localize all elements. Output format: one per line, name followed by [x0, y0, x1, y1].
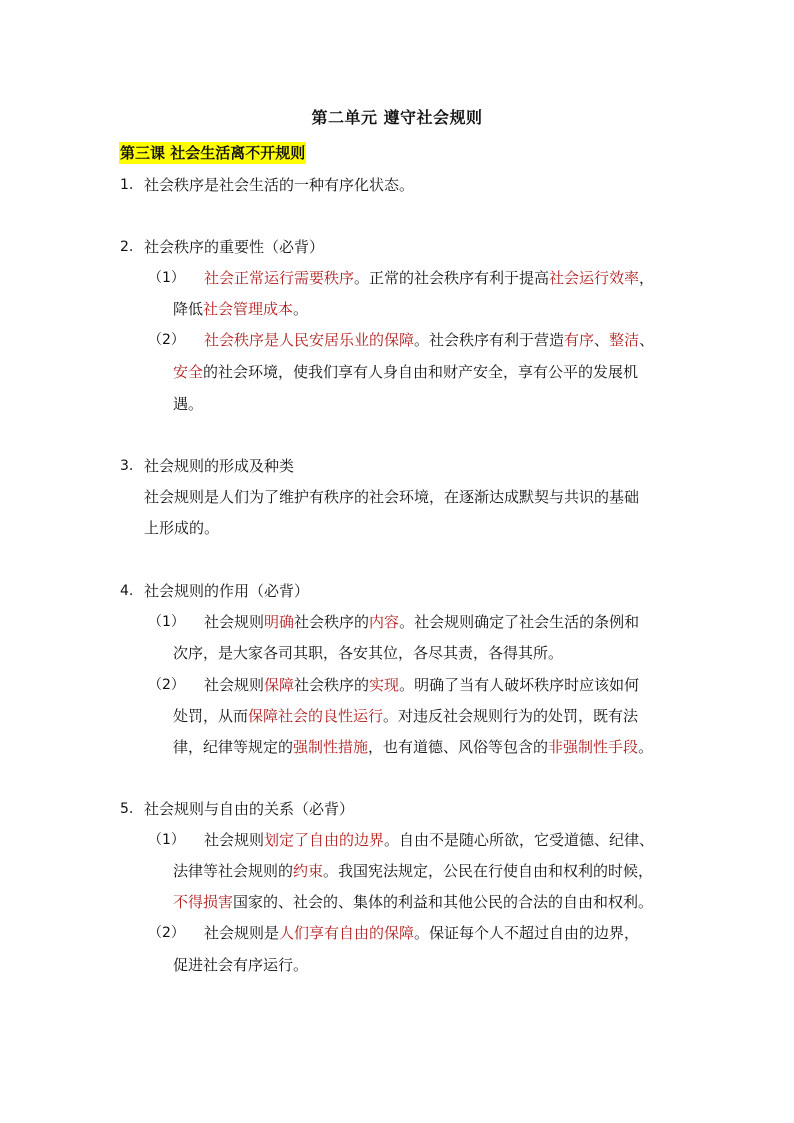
s2-p2-line2: 安全的社会环境，使我们享有人身自由和财产安全，享有公平的发展机 — [173, 363, 639, 381]
s5-p2-line1: 社会规则是人们享有自由的保障。保证每个人不超过自由的边界， — [204, 924, 640, 942]
s2-p2-line1: 社会秩序是人民安居乐业的保障。社会秩序有利于营造有序、整洁、 — [204, 331, 655, 349]
point-label: （1） — [148, 614, 185, 630]
section-2-heading: 社会秩序的重要性（必背） — [144, 238, 325, 256]
point-label: （2） — [148, 925, 185, 941]
s5-p1-line1: 社会规则划定了自由的边界。自由不是随心所欲，它受道德、纪律、 — [204, 831, 655, 849]
section-number: 1. — [120, 177, 134, 193]
unit-title: 第二单元 遵守社会规则 — [311, 108, 483, 127]
section-number: 4. — [120, 583, 134, 599]
s2-p1-line1: 社会正常运行需要秩序。正常的社会秩序有利于提高社会运行效率， — [204, 269, 655, 287]
section-4-heading: 社会规则的作用（必背） — [144, 582, 310, 600]
s3-line2: 上形成的。 — [144, 519, 220, 537]
s5-p2-line2: 促进社会有序运行。 — [173, 956, 309, 974]
s4-p1-line2: 次序，是大家各司其职，各安其位，各尽其责，各得其所。 — [173, 644, 564, 662]
point-label: （1） — [148, 270, 185, 286]
s4-p2-line3: 律，纪律等规定的强制性措施，也有道德、风俗等包含的非强制性手段。 — [173, 738, 654, 756]
s4-p2-line2: 处罚，从而保障社会的良性运行。对违反社会规则行为的处罚，既有法 — [173, 707, 639, 725]
point-label: （2） — [148, 677, 185, 693]
s2-p1-line2: 降低社会管理成本。 — [173, 300, 309, 318]
section-1-text: 社会秩序是社会生活的一种有序化状态。 — [144, 176, 415, 194]
point-label: （2） — [148, 332, 185, 348]
s5-p1-line3: 不得损害国家的、社会的、集体的利益和其他公民的合法的自由和权利。 — [173, 893, 654, 911]
section-number: 5. — [120, 801, 134, 817]
section-5-heading: 社会规则与自由的关系（必背） — [144, 800, 355, 818]
point-label: （1） — [148, 832, 185, 848]
s3-line1: 社会规则是人们为了维护有秩序的社会环境，在逐渐达成默契与共识的基础 — [144, 488, 640, 506]
section-number: 3. — [120, 458, 134, 474]
section-number: 2. — [120, 239, 134, 255]
s5-p1-line2: 法律等社会规则的约束。我国宪法规定，公民在行使自由和权利的时候， — [173, 862, 654, 880]
section-3-heading: 社会规则的形成及种类 — [144, 457, 295, 475]
s2-p2-line3: 遇。 — [173, 395, 204, 413]
s4-p1-line1: 社会规则明确社会秩序的内容。社会规则确定了社会生活的条例和 — [204, 613, 640, 631]
lesson-title: 第三课 社会生活离不开规则 — [120, 144, 306, 162]
s4-p2-line1: 社会规则保障社会秩序的实现。明确了当有人破坏秩序时应该如何 — [204, 676, 640, 694]
